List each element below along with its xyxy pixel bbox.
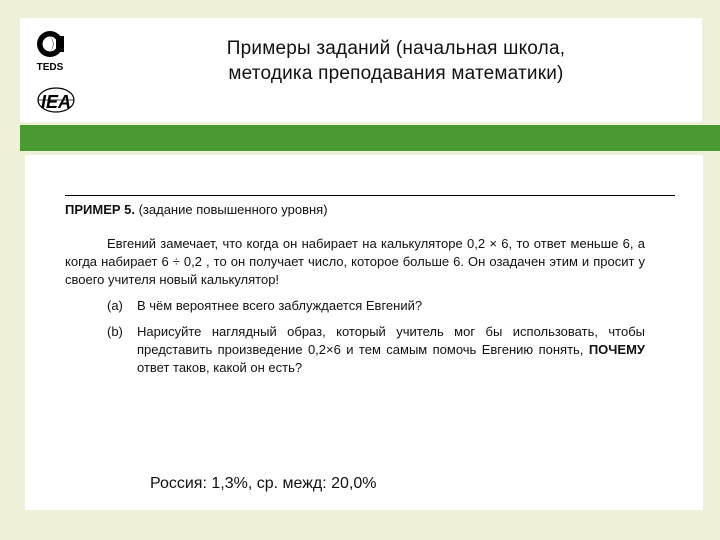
task-heading-rest: (задание повышенного уровня) [134, 202, 328, 217]
part-b-tail: ответ таков, какой он есть? [137, 360, 303, 375]
task-part-a [65, 297, 645, 315]
page-title [116, 36, 676, 86]
svg-text:IEA: IEA [40, 92, 72, 112]
task-card [25, 155, 703, 510]
title-line-1: Примеры заданий (начальная школа, [226, 38, 566, 59]
part-a-marker: (a) [107, 298, 123, 313]
teds-logo-icon [37, 31, 64, 73]
task-part-b [65, 323, 645, 377]
task-heading [65, 201, 645, 219]
title-line-2: методика преподавания математики) [228, 63, 564, 84]
result-stat: Россия: 1,3%, ср. межд: 20,0% [150, 475, 377, 492]
accent-bar [20, 125, 720, 151]
divider-rule [65, 195, 675, 196]
part-b-text: Нарисуйте наглядный образ, который учитель мог бы использовать, чтобы представить произведение 0,2×6 и тем самым помочь Евгению понять, [137, 324, 645, 357]
part-a-text: В чём вероятнее всего заблуждается Евгений? [137, 298, 423, 313]
logos [30, 24, 90, 118]
part-b-bold: ПОЧЕМУ [588, 342, 645, 357]
svg-text:TEDS: TEDS [36, 62, 64, 73]
task-heading-bold: ПРИМЕР 5. [65, 202, 135, 217]
iea-logo-icon [38, 88, 74, 112]
task-content [65, 201, 645, 385]
slide-header [20, 18, 702, 122]
task-paragraph: Евгений замечает, что когда он набирает на калькуляторе 0,2 × 6, то ответ меньше 6, а когда набирает 6 ÷ 0,2 , то он получает число, которое больше 6. Он озадачен этим и просит у своего учителя новый калькулятор! [65, 236, 645, 287]
part-b-marker: (b) [107, 324, 123, 339]
